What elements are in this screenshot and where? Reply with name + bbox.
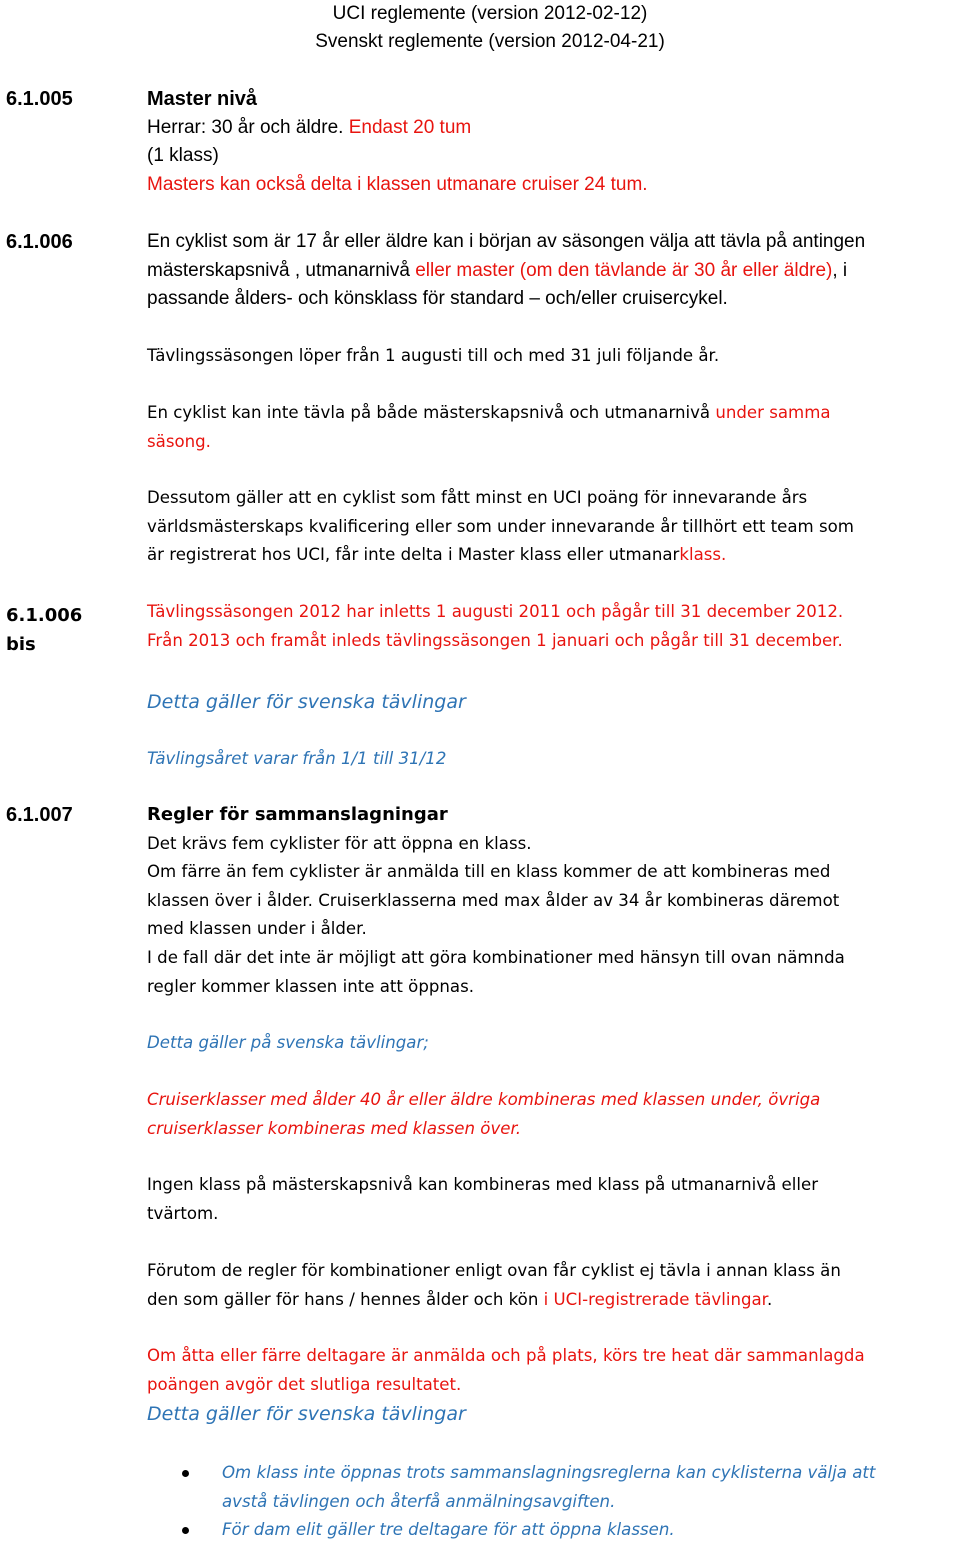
swedish-note-3: Detta gäller på svenska tävlingar;: [147, 1033, 429, 1052]
list-item: [178, 1516, 875, 1545]
section-number-007: 6.1.007: [6, 804, 73, 826]
text-line: Tävlingssäsongen 2012 har inletts 1 augusti 2011 och pågår till 31 december 2012.: [147, 602, 844, 621]
text-line: Ingen klass på mästerskapsnivå kan kombineras med klass på utmanarnivå eller: [147, 1175, 819, 1194]
section-005-line-2: (1 klass): [147, 145, 219, 167]
number-text: 6.1.006: [6, 605, 83, 626]
section-006-line-1: En cyklist som är 17 år eller äldre kan i början av säsongen välja att tävla på antingen: [147, 231, 866, 252]
text-line: Cruiserklasser med ålder 40 år eller äldre kombineras med klassen under, övriga: [147, 1090, 821, 1109]
wheel-size-text: Endast 20 tum: [343, 116, 472, 138]
heat-paragraph: [147, 1342, 952, 1399]
text-line: världsmästerskaps kvalificering eller som under innevarande år tillhört ett team som: [147, 516, 854, 536]
cruiser-combination-rule: [147, 1086, 952, 1143]
text-line: med klassen under i ålder.: [147, 919, 367, 939]
section-006-line-3: passande ålders- och könsklass för standard – och/eller cruisercykel.: [147, 288, 728, 310]
text-span: är registrerat hos UCI, får inte delta i Master klass eller utmanar: [147, 545, 680, 565]
section-005-title: Master nivå: [147, 88, 258, 110]
red-text-span: säsong.: [147, 431, 211, 451]
section-006-para-3: [147, 399, 952, 456]
section-007-body: [147, 801, 952, 1001]
swedish-note-2: Tävlingsåret varar från 1/1 till 31/12: [147, 749, 447, 768]
text-span: .: [767, 1289, 773, 1309]
text-line: Förutom de regler för kombinationer enligt ovan får cyklist ej tävla i annan klass än: [147, 1261, 841, 1280]
red-text-span: under samma: [710, 403, 831, 422]
swedish-note-4: Detta gäller för svenska tävlingar: [147, 1403, 466, 1425]
text-span: Om klass inte öppnas trots sammanslagningsreglerna kan cyklisterna välja att: [222, 1463, 876, 1482]
text-span: avstå tävlingen och återfå anmälningsavgiften.: [222, 1491, 616, 1511]
text-line: I de fall där det inte är möjligt att göra kombinationer med hänsyn till ovan nämnda: [147, 947, 845, 967]
bullet-icon: [182, 1470, 189, 1477]
bis-text: bis: [6, 634, 36, 655]
text-line: cruiserklasser kombineras med klassen över.: [147, 1118, 522, 1138]
section-005-body: [147, 85, 952, 199]
season-paragraph: Tävlingssäsongen löper från 1 augusti till och med 31 juli följande år.: [147, 346, 720, 365]
section-005-line-1: [147, 114, 952, 143]
text-span: den som gäller för hans / hennes ålder och kön: [147, 1289, 539, 1309]
section-006-para-1: [147, 228, 952, 314]
bullet-icon: [182, 1527, 189, 1534]
list-item: [178, 1459, 875, 1488]
text-line: Det krävs fem cyklister för att öppna en klass.: [147, 833, 532, 853]
section-number-005: 6.1.005: [6, 88, 73, 110]
text-span: En cyklist kan inte tävla på både mästerskapsnivå och utmanarnivå: [147, 403, 711, 422]
section-005-line-3: Masters kan också delta i klassen utmanare cruiser 24 tum.: [147, 173, 648, 195]
text-line: klassen över i ålder. Cruiserklasserna med max ålder av 34 år kombineras däremot: [147, 890, 840, 910]
red-text-span: klass.: [679, 545, 727, 565]
text-line: regler kommer klassen inte att öppnas.: [147, 976, 474, 996]
header-line-1: UCI reglemente (version 2012-02-12): [332, 3, 648, 24]
section-006-para-4: [147, 484, 952, 570]
header-line-2: Svenskt reglemente (version 2012-04-21): [315, 31, 665, 52]
text-line: Från 2013 och framåt inleds tävlingssäsongen 1 januari och pågår till 31 december.: [147, 630, 843, 650]
text-line: Om åtta eller färre deltagare är anmälda och på plats, körs tre heat där sammanlagda: [147, 1346, 865, 1365]
section-number-006: 6.1.006: [6, 231, 73, 253]
no-cross-level-paragraph: [147, 1171, 952, 1228]
age-text: Herrar: 30 år och äldre.: [147, 116, 344, 138]
section-number-006-bis: [6, 601, 82, 659]
text-line: poängen avgör det slutliga resultatet.: [147, 1374, 462, 1394]
section-006-line-2: [147, 257, 952, 286]
red-text-span: i UCI-registrerade tävlingar: [538, 1289, 767, 1309]
text-line: Om färre än fem cyklister är anmälda till en klass kommer de att kombineras med: [147, 862, 831, 882]
text-span: , i: [832, 259, 848, 281]
text-span: mästerskapsnivå , utmanarnivå: [147, 259, 410, 281]
section-007-title: Regler för sammanslagningar: [147, 804, 448, 825]
master-option-text: eller master (om den tävlande är 30 år eller äldre): [409, 259, 833, 281]
text-line: Dessutom gäller att en cyklist som fått minst en UCI poäng för innevarande års: [147, 488, 808, 507]
text-span: För dam elit gäller tre deltagare för att öppna klassen.: [222, 1520, 675, 1540]
section-006-bis-body: [147, 598, 952, 655]
swedish-note-1: Detta gäller för svenska tävlingar: [147, 691, 466, 713]
list-item-continuation: [178, 1488, 875, 1517]
age-gender-paragraph: [147, 1257, 952, 1314]
text-line: tvärtom.: [147, 1203, 219, 1223]
bullet-list: [178, 1459, 875, 1545]
